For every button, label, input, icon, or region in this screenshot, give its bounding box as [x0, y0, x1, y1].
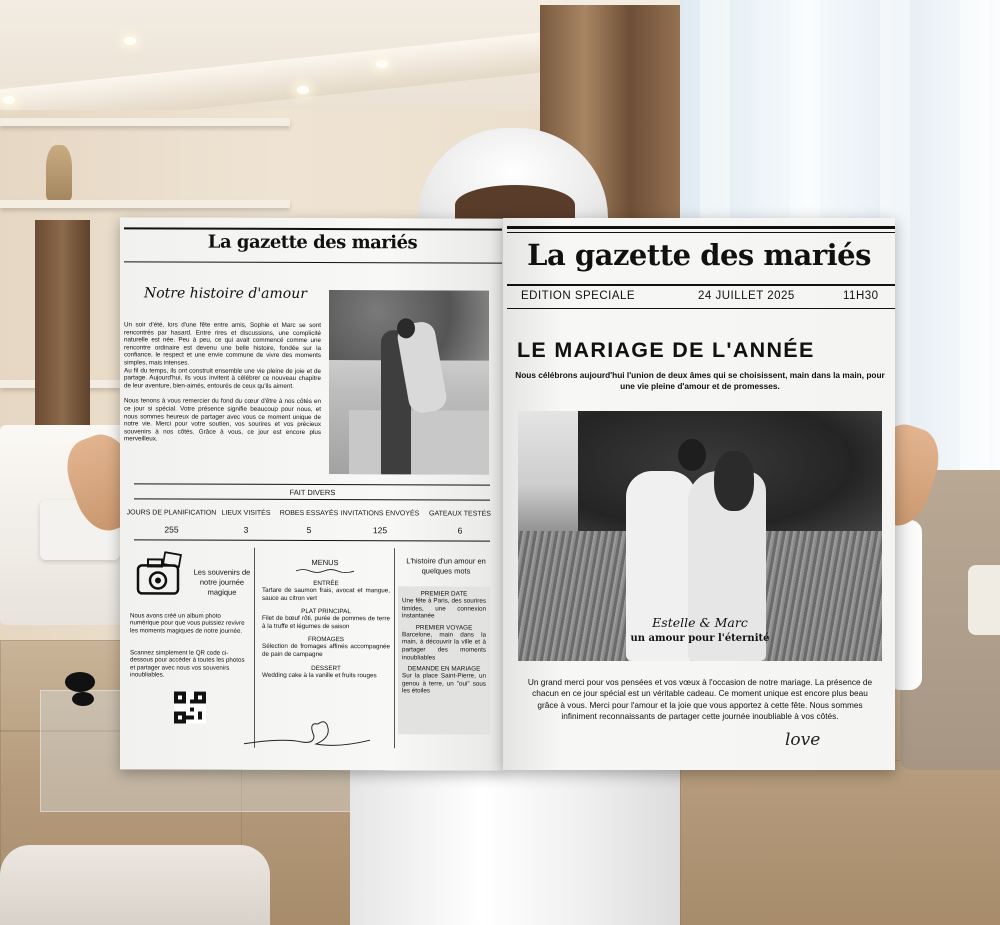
thanks-text: Un grand merci pour vos pensées et vos vœux à l'occasion de notre mariage. La présence de chacun en ce jour spécial est un véritable cadeau. Ce moment unique est encore plus beau grâce à vous. Merci pour l'amour et la joie que vous apportez à cette fête. Nous sommes infiniment reconnaissants de partager cette journée inoubliable à vos côtés. [527, 677, 873, 721]
story-paragraph: Au fil du temps, ils ont construit ensemble une vie pleine de joie et de partage. Aujourd'hui, ils vous invitent à célébrer ce nouveau chapitre de leur aventure, bien-aimés, entourés de ceux qu'ils aiment. [124, 366, 321, 390]
story-paragraph: Nous tenons à vous remercier du fond du cœur d'être à nos côtés en ce jour si spécial. Votre présence signifie beaucoup pour nous, et nous sommes heureux de partager avec vous ce moment unique de notre vie. Merci pour votre soutien, vos sourires et vos précieux souvenirs à nos côtés. Grâce à vous, ce jour est encore plus merveilleux. [124, 397, 321, 443]
wall-shelf [0, 118, 290, 126]
history-event-name: DEMANDE EN MARIAGE [407, 665, 481, 673]
souvenirs-text: Nous avons créé un album photo numérique pour que vous puissiez revivre les moments magiques de notre journée. [130, 612, 245, 635]
menu-list [262, 580, 390, 680]
history-event-desc: Barcelone, main dans la main, à découvrir la ville et à partager des moments inoubliables [402, 631, 486, 661]
history-event-name: PREMIER DATE [420, 590, 468, 598]
menu-course-name: FROMAGES [307, 636, 345, 644]
story-text [124, 321, 321, 444]
newspaper-left-page [120, 217, 505, 770]
ceiling-spotlight [3, 96, 15, 104]
edition-label: EDITION SPECIALE [521, 290, 636, 302]
story-title: Notre histoire d'amour [144, 285, 307, 302]
menu-course-desc: Sélection de fromages affinés accompagnée de pain de campagne [262, 643, 390, 659]
stat-places-visited: LIEUX VISITÉS 3 [221, 509, 271, 535]
photo-tagline: un amour pour l'éternité [630, 633, 770, 644]
history-heading: L'histoire d'un amour en quelques mots [406, 556, 486, 576]
stat-cakes-tested: GATEAUX TESTÉS 6 [429, 510, 491, 536]
white-bathrobe [350, 770, 680, 925]
menu-course-desc: Filet de bœuf rôti, purée de pommes de terre à la truffe et légumes de saison [262, 615, 390, 630]
souvenirs-title: Les souvenirs de notre journée magique [193, 567, 251, 597]
black-vase [65, 672, 95, 692]
issue-time: 11H30 [843, 290, 879, 302]
heart-line-icon [242, 714, 372, 754]
love-signature: love [785, 730, 821, 750]
brown-curtain-left [35, 220, 90, 450]
black-vase [72, 692, 94, 706]
photo-names: Estelle & Marc [652, 615, 748, 630]
history-event-name: PREMIER VOYAGE [415, 624, 473, 632]
menu-course-desc: Wedding cake à la vanille et fruits rouges [262, 671, 377, 679]
menu-course-desc: Tartare de saumon frais, avocat et mangue, sauce au citron vert [262, 586, 390, 602]
menus-heading: MENUS [311, 557, 339, 568]
masthead: La gazette des mariés [527, 238, 871, 272]
menu-course-name: DESSERT [311, 664, 341, 672]
story-paragraph: Un soir d'été, lors d'une fête entre amis, Sophie et Marc se sont rencontrés par hasard. Entre rires et discussions, une complicité naturelle est née. Peu à peu, ce qui avait commencé comme une rencontre ordinaire est devenu une belle histoire, fondée sur la confiance, le respect et une envie commune de vivre des moments simples, mais intenses. [124, 321, 321, 367]
ceiling-spotlight [297, 86, 309, 94]
history-timeline [398, 586, 490, 734]
camera-icon [134, 551, 184, 601]
fait-divers-heading: FAIT DIVERS [289, 487, 336, 498]
stat-invitations-sent: INVITATIONS ENVOYÉS 125 [340, 510, 420, 536]
menu-course-name: PLAT PRINCIPAL [301, 608, 351, 616]
wavy-divider [296, 568, 354, 574]
angel-figurine [46, 145, 72, 200]
foreground-chair [0, 845, 270, 925]
menu-course-name: ENTRÉE [313, 580, 339, 588]
stat-dresses-tried: ROBES ESSAYÉS 5 [279, 509, 339, 535]
issue-date: 24 JUILLET 2025 [698, 290, 795, 302]
masthead-small: La gazette des mariés [207, 231, 418, 254]
newspaper-right-page [503, 218, 895, 770]
qr-code-icon[interactable] [174, 692, 206, 724]
history-event-desc: Une fête à Paris, des sourires timides, une connexion instantanée [402, 597, 486, 620]
couple-kiss-photo [518, 411, 882, 661]
stat-planning-days: JOURS DE PLANIFICATION 255 [126, 509, 217, 535]
cushion [968, 565, 1000, 635]
history-event-desc: Sur la place Saint-Pierre, un genou à terre, un "oui" sous les étoiles [402, 672, 486, 695]
ceiling-spotlight [376, 60, 388, 68]
ceiling-spotlight [124, 37, 136, 45]
headline: LE MARIAGE DE L'ANNÉE [517, 338, 815, 362]
couple-hug-photo [329, 290, 489, 475]
wall-shelf [0, 200, 290, 208]
subhead: Nous célébrons aujourd'hui l'union de deux âmes qui se choisissent, main dans la main, pour une vie pleine d'amour et de promesses. [515, 370, 885, 391]
souvenirs-text: Scannez simplement le QR code ci-dessous pour accéder à toutes les photos et partager avec nous vos souvenirs inoubliables. [130, 649, 245, 679]
